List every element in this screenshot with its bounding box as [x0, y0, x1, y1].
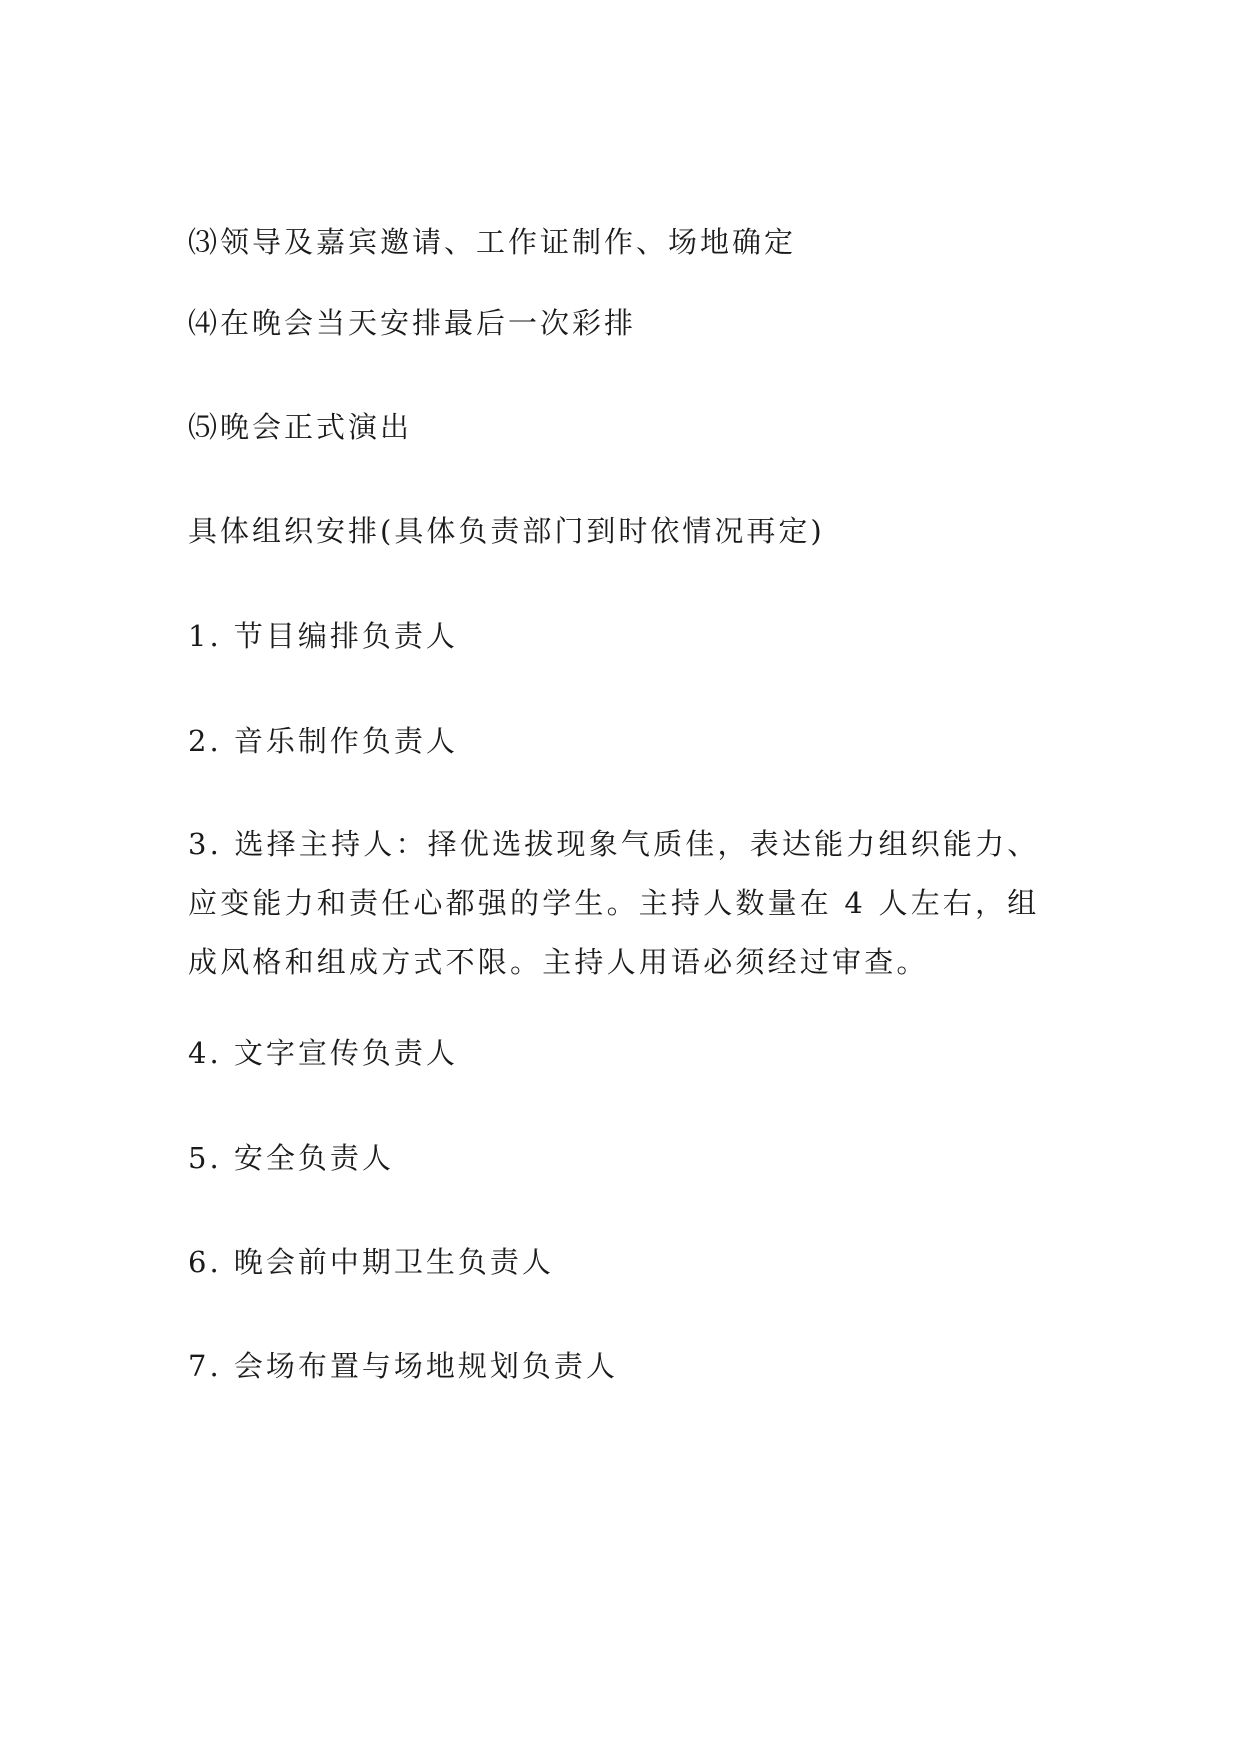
paragraph-publicity-lead: 4. 文字宣传负责人 [188, 1036, 458, 1070]
paragraph-music-lead: 2. 音乐制作负责人 [188, 724, 458, 758]
paragraph-hygiene-lead: 6. 晚会前中期卫生负责人 [188, 1245, 554, 1279]
paragraph-organization-heading: 具体组织安排(具体负责部门到时依情况再定) [188, 514, 825, 548]
host-selection-line-1: 3. 选择主持人：择优选拔现象气质佳，表达能力组织能力、 [188, 827, 1040, 861]
host-selection-line-2: 应变能力和责任心都强的学生。主持人数量在 4 人左右，组 [188, 886, 1040, 920]
paragraph-safety-lead: 5. 安全负责人 [188, 1141, 394, 1175]
paragraph-venue-lead: 7. 会场布置与场地规划负责人 [188, 1349, 618, 1383]
paragraph-official-performance: ⑸晚会正式演出 [188, 410, 413, 444]
paragraph-program-lead: 1. 节目编排负责人 [188, 619, 458, 653]
paragraph-leader-invitation: ⑶领导及嘉宾邀请、工作证制作、场地确定 [188, 225, 797, 259]
paragraph-host-selection [188, 815, 1068, 992]
host-selection-line-3: 成风格和组成方式不限。主持人用语必须经过审查。 [188, 945, 929, 979]
paragraph-final-rehearsal: ⑷在晚会当天安排最后一次彩排 [188, 306, 637, 340]
